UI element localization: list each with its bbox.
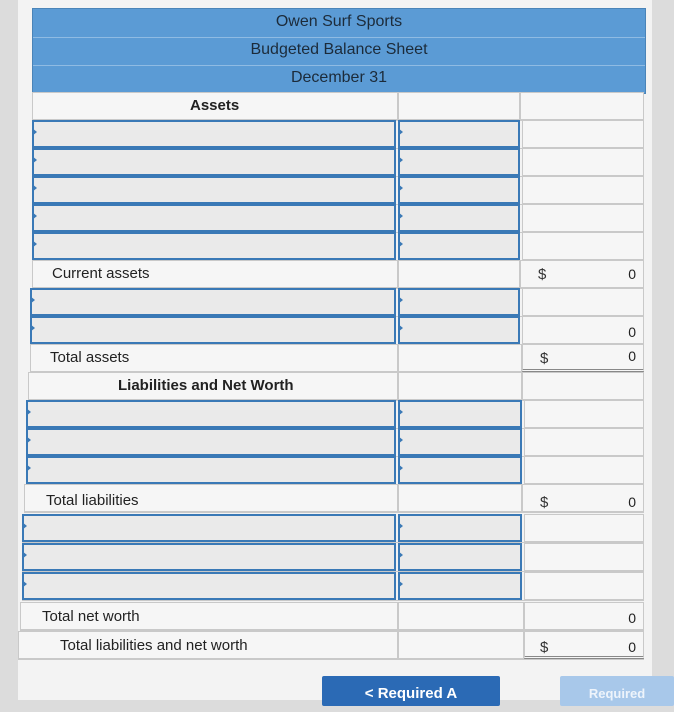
- liability-name-input[interactable]: [26, 400, 396, 428]
- total-assets-value-above: 0: [628, 324, 636, 340]
- asset-row: [30, 316, 644, 345]
- asset-row: [32, 120, 644, 149]
- statement-title: Budgeted Balance Sheet: [250, 41, 428, 58]
- asset-amount-input[interactable]: [398, 316, 520, 344]
- company-name: Owen Surf Sports: [275, 13, 403, 30]
- total-liab-net-worth-currency: $: [540, 639, 549, 656]
- total-net-worth-label: Total net worth: [42, 608, 140, 625]
- asset-name-input[interactable]: [32, 120, 396, 148]
- total-liabilities-currency: $: [540, 494, 549, 511]
- net-worth-amount-input[interactable]: [398, 572, 522, 600]
- sheet-header: [32, 8, 646, 94]
- total-liabilities-label: Total liabilities: [46, 492, 139, 509]
- asset-name-input[interactable]: [32, 148, 396, 176]
- assets-heading-row: [32, 92, 644, 121]
- liability-row: [26, 456, 644, 485]
- net-worth-amount-input[interactable]: [398, 514, 522, 542]
- liability-name-input[interactable]: [26, 428, 396, 456]
- asset-name-input[interactable]: [30, 288, 396, 316]
- asset-amount-input[interactable]: [398, 120, 520, 148]
- total-assets-row: [30, 344, 644, 373]
- asset-name-input[interactable]: [32, 232, 396, 260]
- asset-amount-input[interactable]: [398, 148, 520, 176]
- net-worth-row: [22, 572, 644, 601]
- total-liab-net-worth-label: Total liabilities and net worth: [60, 637, 248, 654]
- liability-name-input[interactable]: [26, 456, 396, 484]
- total-net-worth-row: [20, 602, 644, 631]
- total-assets-currency: $: [540, 350, 549, 367]
- total-net-worth-value: 0: [628, 610, 636, 626]
- statement-date: December 31: [290, 69, 388, 86]
- net-worth-row: [22, 543, 644, 572]
- liability-amount-input[interactable]: [398, 400, 522, 428]
- net-worth-name-input[interactable]: [22, 572, 396, 600]
- asset-name-input[interactable]: [30, 316, 396, 344]
- total-liab-net-worth-value: 0: [628, 639, 636, 655]
- liability-row: [26, 400, 644, 429]
- liability-row: [26, 428, 644, 457]
- asset-row: [32, 148, 644, 177]
- total-assets-label: Total assets: [50, 349, 130, 366]
- asset-row: [32, 204, 644, 233]
- total-assets-value: 0: [628, 348, 636, 364]
- asset-amount-input[interactable]: [398, 288, 520, 316]
- net-worth-name-input[interactable]: [22, 543, 396, 571]
- assets-heading: Assets: [190, 97, 240, 114]
- liability-amount-input[interactable]: [398, 428, 522, 456]
- current-assets-currency: $: [538, 266, 547, 283]
- asset-amount-input[interactable]: [398, 176, 520, 204]
- liability-amount-input[interactable]: [398, 456, 522, 484]
- current-assets-label: Current assets: [52, 265, 150, 282]
- asset-row: [32, 176, 644, 205]
- current-assets-value: 0: [628, 266, 636, 282]
- liabilities-heading-row: [28, 372, 644, 401]
- net-worth-row: [22, 514, 644, 543]
- current-assets-row: [32, 260, 644, 289]
- next-required-button[interactable]: Required: [560, 676, 674, 706]
- net-worth-amount-input[interactable]: [398, 543, 522, 571]
- asset-amount-input[interactable]: [398, 232, 520, 260]
- asset-name-input[interactable]: [32, 204, 396, 232]
- liabilities-heading: Liabilities and Net Worth: [118, 377, 294, 394]
- total-liabilities-row: [24, 484, 644, 513]
- asset-amount-input[interactable]: [398, 204, 520, 232]
- asset-row: [32, 232, 644, 261]
- total-liabilities-value: 0: [628, 494, 636, 510]
- total-liab-net-worth-row: [18, 631, 644, 660]
- net-worth-name-input[interactable]: [22, 514, 396, 542]
- balance-sheet-panel: [18, 0, 652, 700]
- prev-required-button[interactable]: < Required A: [322, 676, 500, 706]
- asset-row: [30, 288, 644, 317]
- asset-name-input[interactable]: [32, 176, 396, 204]
